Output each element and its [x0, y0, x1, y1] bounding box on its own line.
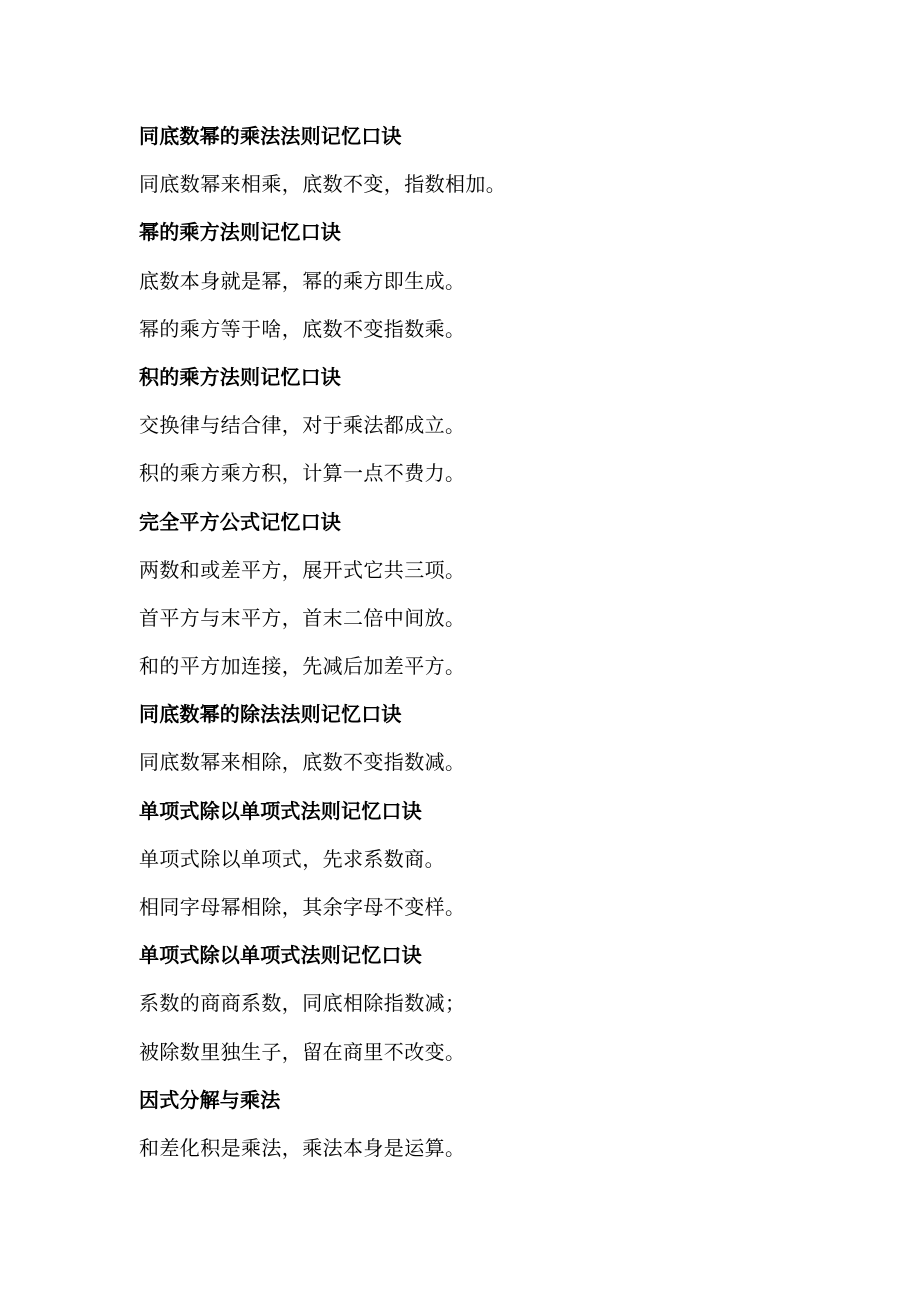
verse-line: 同底数幂来相除，底数不变指数减。	[139, 750, 466, 775]
section-heading: 因式分解与乘法	[139, 1087, 281, 1112]
verse-line: 底数本身就是幂，幂的乘方即生成。	[139, 268, 466, 293]
verse-line: 相同字母幂相除，其余字母不变样。	[139, 895, 466, 919]
verse-line: 两数和或差平方，展开式它共三项。	[139, 557, 466, 582]
verse-line: 被除数里独生子，留在商里不改变。	[139, 1039, 466, 1064]
verse-line: 和的平方加连接，先减后加差平方。	[139, 654, 466, 679]
verse-line: 系数的商商系数，同底相除指数减；	[139, 991, 466, 1016]
verse-line: 同底数幂来相乘，底数不变，指数相加。	[139, 172, 507, 197]
document-page	[139, 112, 859, 1172]
verse-line: 积的乘方乘方积，计算一点不费力。	[139, 461, 466, 486]
section-heading: 积的乘方法则记忆口诀	[139, 364, 341, 389]
section-heading: 单项式除以单项式法则记忆口诀	[139, 943, 422, 968]
verse-line: 交换律与结合律，对于乘法都成立。	[139, 413, 466, 438]
section-heading: 单项式除以单项式法则记忆口诀	[139, 798, 422, 823]
section-heading: 同底数幂的乘法法则记忆口诀	[139, 124, 402, 148]
verse-line: 单项式除以单项式，先求系数商。	[139, 846, 445, 871]
verse-line: 首平方与末平方，首末二倍中间放。	[139, 605, 466, 630]
section-heading: 同底数幂的除法法则记忆口诀	[139, 702, 402, 727]
verse-line: 和差化积是乘法，乘法本身是运算。	[139, 1135, 466, 1160]
verse-line: 幂的乘方等于啥，底数不变指数乘。	[139, 316, 466, 341]
section-heading: 幂的乘方法则记忆口诀	[139, 220, 341, 245]
section-heading: 完全平方公式记忆口诀	[139, 509, 341, 534]
